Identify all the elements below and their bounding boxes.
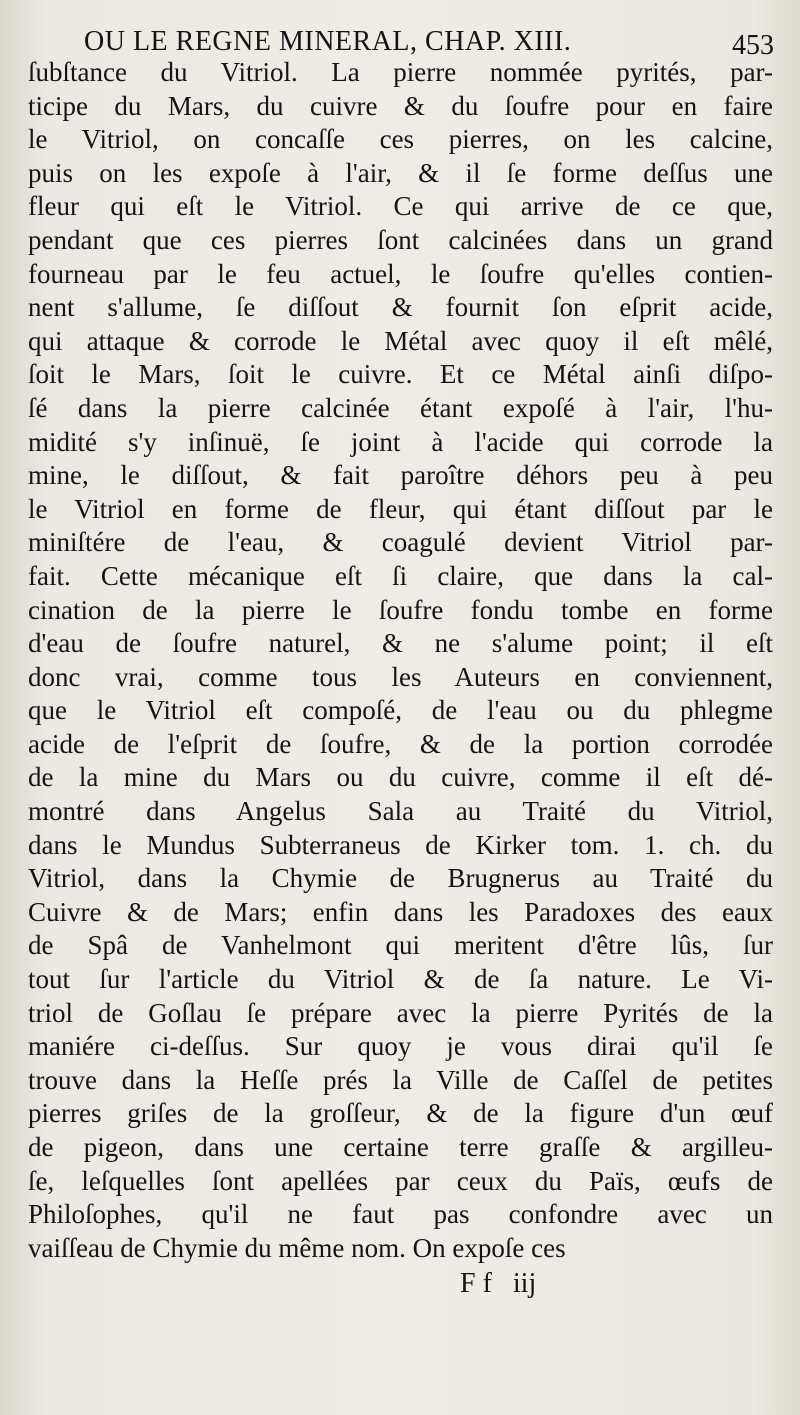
text-line: d'eau de ſoufre naturel, & ne s'alume point; il eſt [28, 628, 773, 659]
text-line: nent s'allume, ſe diſſout & fournit ſon eſprit acide, [28, 292, 773, 323]
body-text [28, 56, 773, 1265]
text-line: fleur qui eſt le Vitriol. Ce qui arrive de ce que, [28, 191, 773, 222]
running-title: OU LE REGNE MINERAL, CHAP. XIII. [84, 26, 572, 57]
text-line: le Vitriol en forme de fleur, qui étant diſſout par le [28, 493, 773, 524]
text-line: puis on les expoſe à l'air, & il ſe forme deſſus une [28, 157, 773, 188]
text-line: miniſtére de l'eau, & coagulé devient Vitriol par- [28, 527, 773, 558]
text-line: cination de la pierre le ſoufre fondu tombe en forme [28, 594, 773, 625]
text-line: dans le Mundus Subterraneus de Kirker tom. 1. ch. du [28, 829, 773, 860]
text-line: mine, le diſſout, & fait paroître déhors peu à peu [28, 460, 773, 491]
text-line: de Spâ de Vanhelmont qui meritent d'être lûs, ſur [28, 930, 773, 961]
text-line: ſé dans la pierre calcinée étant expoſé à l'air, l'hu- [28, 392, 773, 423]
text-line: donc vrai, comme tous les Auteurs en conviennent, [28, 661, 773, 692]
text-line: le Vitriol, on concaſſe ces pierres, on les calcine, [28, 124, 773, 155]
text-line: maniére ci-deſſus. Sur quoy je vous dirai qu'il ſe [28, 1031, 773, 1062]
text-line: qui attaque & corrode le Métal avec quoy il eſt mêlé, [28, 325, 773, 356]
page-number: 453 [732, 30, 774, 61]
text-line: Cuivre & de Mars; enfin dans les Paradoxes des eaux [28, 896, 773, 927]
text-line: tout ſur l'article du Vitriol & de ſa nature. Le Vi- [28, 964, 773, 995]
text-line: Philoſophes, qu'il ne faut pas confondre avec un [28, 1199, 773, 1230]
text-line: triol de Goſlau ſe prépare avec la pierre Pyrités de la [28, 997, 773, 1028]
text-line: pierres griſes de la groſſeur, & de la figure d'un œuf [28, 1098, 773, 1129]
text-line: ticipe du Mars, du cuivre & du ſoufre pour en faire [28, 90, 773, 121]
text-line: pendant que ces pierres ſont calcinées dans un grand [28, 224, 773, 255]
text-line: montré dans Angelus Sala au Traité du Vitriol, [28, 796, 773, 827]
text-line: ſubſtance du Vitriol. La pierre nommée pyrités, par- [28, 57, 773, 87]
text-line: fourneau par le feu actuel, le ſoufre qu'elles contien- [28, 258, 773, 289]
text-line: que le Vitriol eſt compoſé, de l'eau ou du phlegme [28, 695, 773, 726]
text-line: trouve dans la Heſſe prés la Ville de Caſſel de petites [28, 1064, 773, 1095]
text-line: de la mine du Mars ou du cuivre, comme il eſt dé- [28, 762, 773, 793]
signature-mark: F f iij [460, 1268, 537, 1299]
text-line: midité s'y inſinuë, ſe joint à l'acide qui corrode la [28, 426, 773, 457]
text-line: vaiſſeau de Chymie du même nom. On expoſe ces [28, 1232, 566, 1263]
text-line: fait. Cette mécanique eſt ſi claire, que dans la cal- [28, 560, 773, 591]
text-line: de pigeon, dans une certaine terre graſſe & argilleu- [28, 1132, 773, 1162]
text-line: acide de l'eſprit de ſoufre, & de la portion corrodée [28, 728, 773, 759]
text-line: ſe, leſquelles ſont apellées par ceux du Païs, œufs de [28, 1165, 773, 1196]
text-line: ſoit le Mars, ſoit le cuivre. Et ce Métal ainſi diſpo- [28, 359, 773, 390]
text-line: Vitriol, dans la Chymie de Brugnerus au Traité du [28, 863, 773, 894]
